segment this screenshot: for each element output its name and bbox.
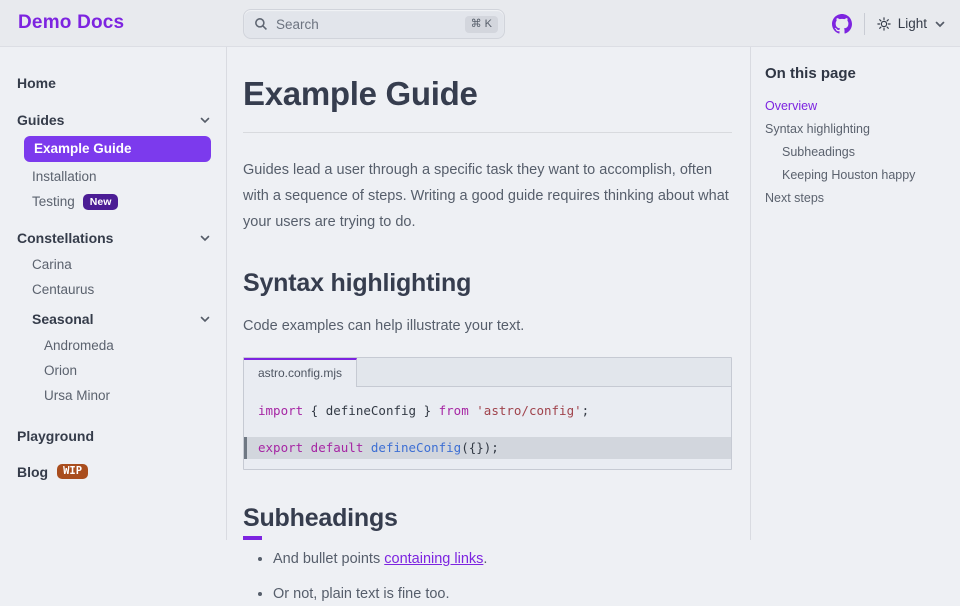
bullet-text: Or not, plain text is fine too. xyxy=(273,586,450,603)
chevron-down-icon xyxy=(199,114,211,126)
sidebar-item-label: Ursa Minor xyxy=(44,387,111,403)
toc-title: On this page xyxy=(765,65,856,82)
sidebar-item-label: Carina xyxy=(32,256,72,272)
sidebar-item-label: Orion xyxy=(44,362,78,378)
code-token-keyword: from xyxy=(438,402,469,418)
sidebar-item-blog[interactable] xyxy=(17,458,211,486)
site-header xyxy=(0,0,960,47)
sidebar-item-carina[interactable] xyxy=(17,252,211,277)
theme-label: Light xyxy=(897,16,927,31)
sidebar-item-label: Andromeda xyxy=(44,337,114,353)
sidebar-item-label: Example Guide xyxy=(34,141,132,156)
chevron-down-icon xyxy=(199,232,211,244)
sidebar-item-centaurus[interactable] xyxy=(17,277,211,302)
table-of-contents xyxy=(750,47,960,540)
code-block xyxy=(243,357,732,471)
title-divider xyxy=(243,132,732,133)
code-token-space xyxy=(363,440,371,455)
code-line-2-highlighted xyxy=(244,437,731,460)
sidebar-item-home[interactable]: Home xyxy=(17,75,56,91)
github-icon[interactable] xyxy=(832,14,852,34)
site-title[interactable]: Demo Docs xyxy=(18,12,125,33)
code-body[interactable] xyxy=(244,387,731,470)
code-tabbar xyxy=(244,358,731,387)
bullet-text: And bullet points xyxy=(273,551,385,568)
sun-icon xyxy=(877,17,891,31)
sidebar-group-label: Guides xyxy=(17,112,65,128)
chevron-down-icon xyxy=(934,18,946,30)
toc-link-syntax-highlighting[interactable]: Syntax highlighting xyxy=(765,121,870,136)
chevron-down-icon xyxy=(199,313,211,325)
sidebar-item-andromeda[interactable] xyxy=(17,333,211,358)
code-tabbar-fill xyxy=(357,358,731,387)
theme-selector[interactable] xyxy=(877,16,946,31)
code-token-plain: { defineConfig } xyxy=(303,402,439,418)
sidebar-item-testing[interactable] xyxy=(17,189,211,215)
sidebar-group-constellations[interactable] xyxy=(17,223,211,252)
new-badge: New xyxy=(83,194,119,210)
toc-link-keeping-houston-happy[interactable]: Keeping Houston happy xyxy=(782,167,916,182)
code-token-keyword: export default xyxy=(258,439,364,455)
bullet-text: . xyxy=(483,551,488,568)
next-element-cutoff xyxy=(243,536,262,540)
sidebar-item-example-guide[interactable] xyxy=(24,136,211,162)
intro-paragraph: Guides lead a user through a specific task they want to accomplish, often with a sequence of steps. Writing a good guide requires thinking about what your users are trying to do. xyxy=(243,162,729,231)
toc-list xyxy=(765,94,946,209)
header-actions xyxy=(832,0,946,47)
search-input[interactable] xyxy=(243,9,505,39)
sidebar-nav xyxy=(0,47,227,540)
heading-subheadings: Subheadings xyxy=(243,504,398,533)
sidebar-group-seasonal[interactable] xyxy=(17,304,211,333)
sidebar-group-guides[interactable] xyxy=(17,105,211,134)
code-token-plain: ; xyxy=(581,402,590,418)
code-filename-tab[interactable]: astro.config.mjs xyxy=(244,358,357,387)
sidebar-item-orion[interactable] xyxy=(17,358,211,383)
list-item xyxy=(273,549,732,571)
code-token-function: defineConfig xyxy=(370,439,462,455)
sidebar-group-label: Constellations xyxy=(17,229,114,246)
search-shortcut-badge: ⌘ K xyxy=(465,16,498,33)
heading-syntax-highlighting: Syntax highlighting xyxy=(243,269,472,298)
main-content xyxy=(227,47,750,603)
sidebar-group-label: Seasonal xyxy=(32,310,94,327)
search-placeholder: Search xyxy=(276,16,319,32)
code-token-keyword: import xyxy=(258,402,304,418)
syntax-paragraph: Code examples can help illustrate your text. xyxy=(243,318,525,335)
search-icon xyxy=(254,17,268,31)
toc-link-subheadings[interactable]: Subheadings xyxy=(782,144,855,159)
code-token-plain: ({}); xyxy=(461,439,499,455)
sidebar-item-installation[interactable] xyxy=(17,164,211,189)
header-divider xyxy=(864,13,865,35)
page-layout xyxy=(0,47,960,603)
sidebar-item-playground[interactable]: Playground xyxy=(17,427,95,444)
sidebar-item-label: Installation xyxy=(32,169,97,184)
sidebar-item-ursa-minor[interactable] xyxy=(17,383,211,408)
wip-badge: WIP xyxy=(57,464,88,480)
page-title: Example Guide xyxy=(243,75,478,112)
toc-link-next-steps[interactable]: Next steps xyxy=(765,190,825,205)
bullet-list xyxy=(273,549,732,606)
code-line-1 xyxy=(244,400,731,423)
containing-links-link[interactable]: containing links xyxy=(384,551,484,568)
sidebar-item-label: Centaurus xyxy=(32,281,95,297)
sidebar-item-label: Blog xyxy=(17,463,49,480)
sidebar-item-label: Testing xyxy=(32,194,75,210)
list-item xyxy=(273,584,732,606)
toc-link-overview[interactable]: Overview xyxy=(765,98,818,113)
code-token-string: 'astro/config' xyxy=(476,402,582,418)
